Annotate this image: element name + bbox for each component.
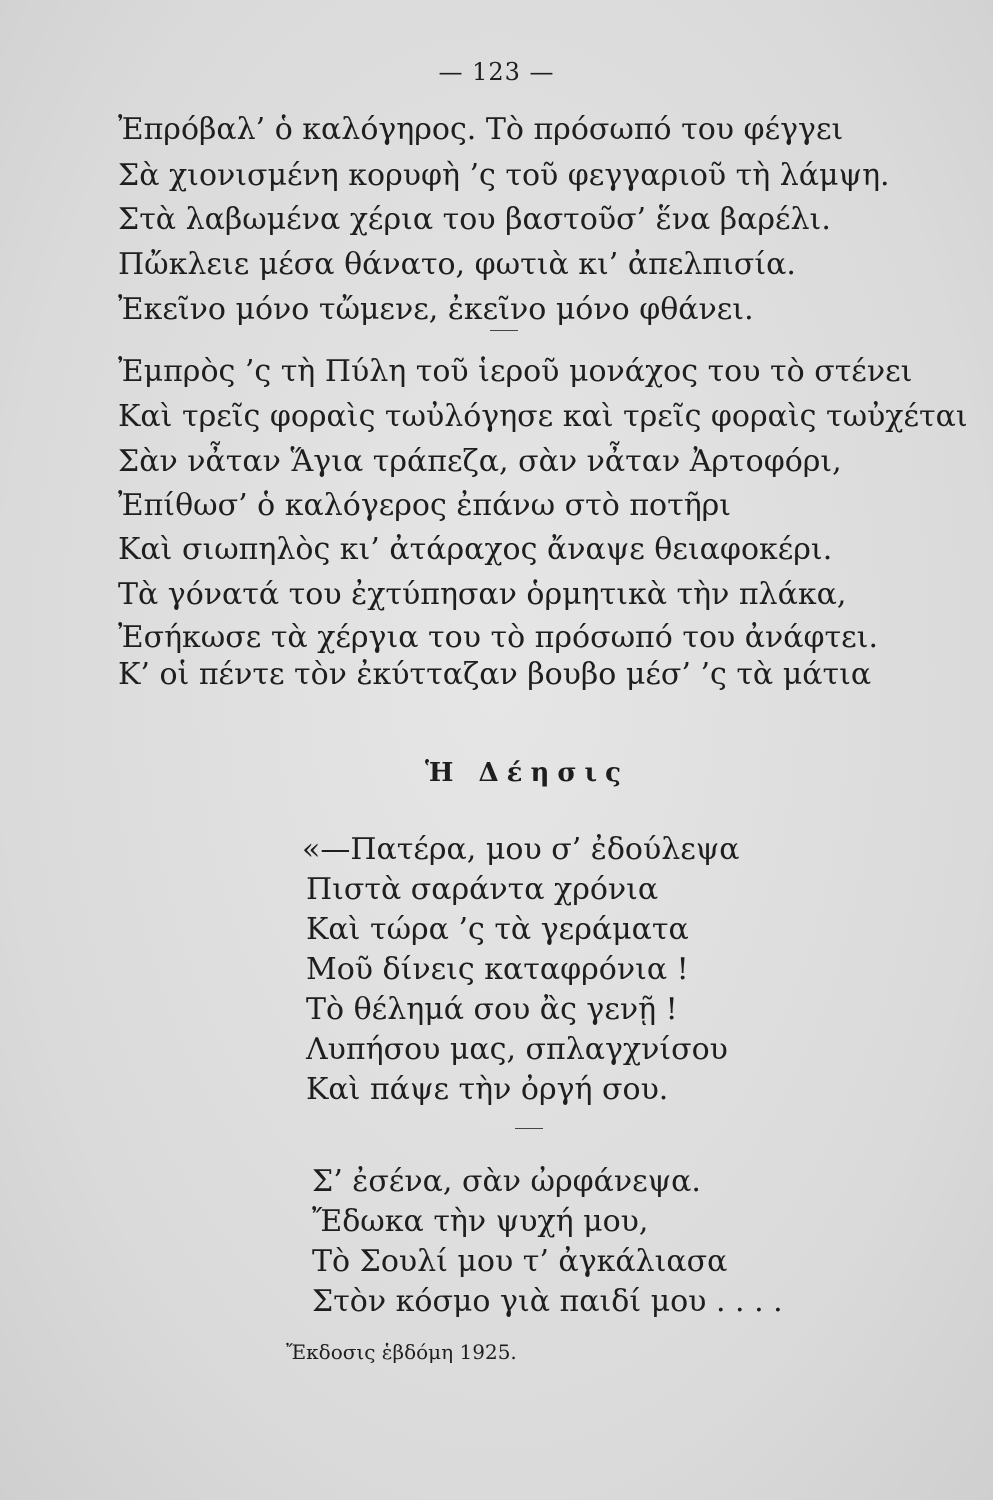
verse-line: Καὶ τρεῖς φοραὶς τωὐλόγησε καὶ τρεῖς φοραὶς τωὐχέται: [118, 399, 968, 434]
section-divider: [490, 330, 518, 331]
verse-line: Καὶ τώρα ’ς τὰ γεράματα: [306, 912, 689, 947]
verse-line: Καὶ σιωπηλὸς κι’ ἀτάραχος ἄναψε θειαφοκέρι.: [118, 532, 833, 567]
verse-line: Πὤκλειε μέσα θάνατο, φωτιὰ κι’ ἀπελπισία.: [118, 247, 796, 282]
verse-line: Λυπήσου μας, σπλαγχνίσου: [306, 1032, 728, 1067]
verse-line: Καὶ πάψε τὴν ὀργή σου.: [306, 1072, 669, 1107]
verse-line: Σὰν νἆταν Ἅγια τράπεζα, σὰν νἆταν Ἀρτοφόρι,: [118, 444, 842, 479]
verse-line: Ἐσήκωσε τὰ χέργια του τὸ πρόσωπό του ἀνάφτει.: [118, 620, 878, 655]
verse-line: Κ’ οἱ πέντε τὸν ἐκύτταζαν βουβο μέσ’ ’ς τὰ μάτια: [118, 657, 872, 692]
verse-line: Ἐμπρὸς ’ς τὴ Πύλη τοῦ ἱεροῦ μονάχος του τὸ στένει: [118, 354, 913, 389]
verse-line: Σ’ ἐσένα, σὰν ὠρφάνεψα.: [312, 1164, 701, 1199]
section-divider: [515, 1128, 543, 1129]
verse-line: «—Πατέρα, μου σ’ ἐδούλεψα: [302, 832, 740, 867]
verse-line: Μοῦ δίνεις καταφρόνια !: [306, 952, 689, 987]
verse-line: Στὰ λαβωμένα χέρια του βαστοῦσ’ ἕνα βαρέλι.: [118, 202, 831, 237]
verse-line: Ἐκεῖνο μόνο τὤμενε, ἐκεῖνο μόνο φθάνει.: [118, 292, 754, 327]
verse-line: Σὰ χιονισμένη κορυφὴ ’ς τοῦ φεγγαριοῦ τὴ λάμψη.: [118, 158, 890, 193]
verse-line: Ἐπρόβαλ’ ὁ καλόγηρος. Τὸ πρόσωπό του φέγγει: [118, 112, 844, 147]
page-number: — 123 —: [438, 58, 555, 86]
verse-line: Τὸ θέλημά σου ἂς γενῇ !: [306, 992, 678, 1027]
edition-note: Ἔκδοσις ἑβδόμη 1925.: [286, 1340, 517, 1364]
verse-line: Τὸ Σουλί μου τ’ ἀγκάλιασα: [312, 1244, 728, 1279]
verse-line: Πιστὰ σαράντα χρόνια: [306, 872, 659, 907]
poem-title: Ἡ Δέησις: [425, 758, 629, 788]
verse-line: Ἐπίθωσ’ ὁ καλόγερος ἐπάνω στὸ ποτῆρι: [118, 488, 732, 523]
verse-line: Στὸν κόσμο γιὰ παιδί μου . . . .: [312, 1284, 783, 1319]
verse-line: Ἔδωκα τὴν ψυχή μου,: [312, 1204, 649, 1239]
verse-line: Τὰ γόνατά του ἐχτύπησαν ὁρμητικὰ τὴν πλάκα,: [118, 577, 847, 612]
